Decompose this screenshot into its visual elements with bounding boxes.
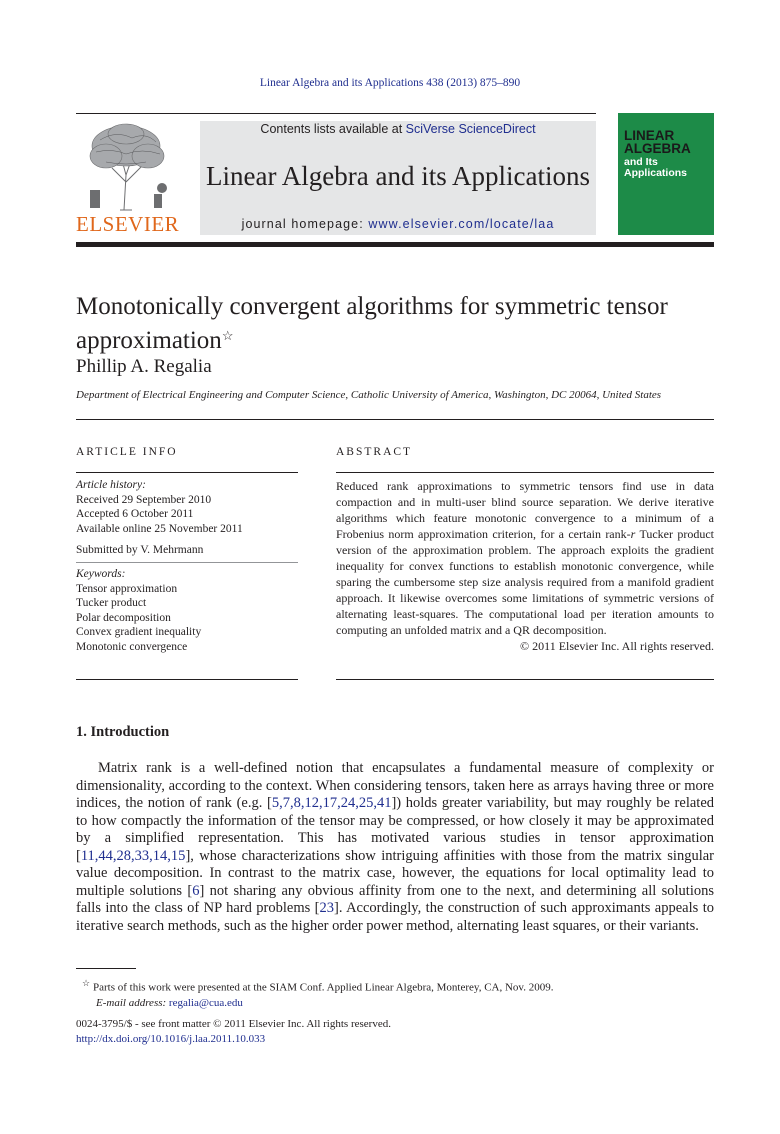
publisher-name: ELSEVIER: [76, 212, 180, 236]
keywords-rule: [76, 562, 298, 563]
keywords-list: [76, 567, 298, 654]
title-footnote-mark[interactable]: ☆: [221, 328, 234, 343]
front-matter: [76, 1017, 391, 1047]
paper-title: Monotonically convergent algorithms for symmetric tensor approximation☆: [76, 293, 668, 354]
abstract-text: Reduced rank approximations to symmetric tensors find use in data compaction and in multi-user blind source separation. We derive iterative algorithms which feature monotonic convergence to a minimum of a Frobenius norm approximation criterion, for a certain rank-r Tucker product version of the approximation problem. The approach exploits the gradient inequality for convex functions to establish monotonic convergence, while sparing the cumbersome step size analysis required from a manifold gradient approach. It likewise overcomes some limitations of symmetric versions of alternating least-squares. The computational load per iteration amounts to computing an unfolded matrix and a QR decomposition. © 2011 Elsevier Inc. All rights reserved.: [336, 479, 714, 653]
journal-homepage-link[interactable]: www.elsevier.com/locate/laa: [368, 217, 555, 231]
cover-title: LINEAR ALGEBRA: [624, 128, 691, 156]
reference-link[interactable]: 23: [319, 900, 334, 916]
reference-link[interactable]: 5,7,8,12,17,24,25,41: [271, 795, 392, 811]
header-top-rule: [76, 113, 596, 114]
sciencedirect-link[interactable]: SciVerse ScienceDirect: [405, 122, 536, 136]
footnote-text: Parts of this work were presented at the SIAM Conf. Applied Linear Algebra, Monterey, CA, Nov. 2009.: [92, 981, 554, 994]
email-label: E-mail address:: [96, 996, 167, 1009]
keyword-item: Polar decomposition: [76, 611, 171, 624]
homepage-prefix: journal homepage:: [241, 217, 369, 231]
article-info-heading: ARTICLE INFO: [76, 446, 178, 458]
keyword-item: Convex gradient inequality: [76, 626, 202, 638]
affiliation-rule: [76, 419, 714, 420]
reference-link[interactable]: 11,44,28,33,14,15: [80, 847, 186, 864]
author-email-link[interactable]: regalia@cua.edu: [168, 996, 243, 1009]
keyword-item: Tucker product: [76, 597, 147, 609]
journal-citation[interactable]: Linear Algebra and its Applications 438 (2013) 875–890: [259, 77, 521, 89]
keyword-item: Tensor approximation: [76, 582, 178, 595]
keyword-item: Monotonic convergence: [76, 640, 188, 653]
journal-cover: [618, 113, 714, 235]
author-affiliation: Department of Electrical Engineering and Computer Science, Catholic University of America, Washington, DC 20064, United States: [76, 389, 662, 401]
reference-link[interactable]: 6: [192, 882, 200, 899]
homepage-line: [200, 217, 596, 231]
article-info-rule: [76, 472, 298, 473]
author-name: Phillip A. Regalia: [76, 356, 212, 377]
keywords-label: Keywords:: [76, 568, 126, 580]
history-received: Received 29 September 2010: [76, 493, 212, 506]
doi-link[interactable]: http://dx.doi.org/10.1016/j.laa.2011.10.033: [76, 1033, 266, 1045]
contents-prefix: Contents lists available at: [260, 122, 406, 136]
contents-line: [200, 121, 596, 137]
header-bottom-rule: [76, 242, 714, 247]
cover-subtitle: and Its Applications: [624, 156, 688, 179]
introduction-paragraph: Matrix rank is a well-defined notion that encapsulates a fundamental measure of complexity or dimensionality, according to the context. When considering tensors, taken here as arrays having three or more indices, the notion of rank (e.g. [5,7,8,12,17,24,25,41]) holds greater variability, but may roughly be related to how compactly the information of the tensor may be compressed, or how closely it may be approximated by a simplified representation. This has motivated various studies in tensor approximation [11,44,28,33,14,15], whose characterizations show intriguing affinities with those from the matrix singular value decomposition. In contrast to the matrix case, however, the equations for local optimality lead to multiple solutions [6] not sharing any obvious affinity from one to the next, and determining all solutions falls into the class of NP hard problems [23]. Accordingly, the construction of such approximants appeals to iterative search methods, such as the higher order power method, alternating least squares, or their variants.: [76, 760, 715, 934]
copyright-notice: © 2011 Elsevier Inc. All rights reserved.: [520, 639, 714, 653]
abstract-bottom-rule: [336, 679, 714, 680]
history-online: Available online 25 November 2011: [76, 522, 243, 535]
footnote-rule: [76, 968, 136, 969]
article-info-bottom-rule: [76, 679, 298, 680]
issn-line: 0024-3795/$ - see front matter © 2011 Elsevier Inc. All rights reserved.: [76, 1018, 391, 1030]
section-heading-introduction: 1. Introduction: [76, 724, 170, 740]
history-accepted: Accepted 6 October 2011: [76, 508, 194, 520]
article-history: [76, 478, 298, 536]
tree-emblem-icon: [76, 120, 178, 212]
abstract-heading: ABSTRACT: [336, 446, 413, 458]
submitted-by: Submitted by V. Mehrmann: [76, 544, 204, 556]
journal-header-banner: [200, 121, 596, 235]
history-label: Article history:: [76, 479, 146, 491]
abstract-rule: [336, 472, 714, 473]
footnote: [76, 976, 716, 1011]
footnote-mark: ☆: [82, 978, 91, 988]
journal-title: Linear Algebra and its Applications: [206, 161, 590, 191]
